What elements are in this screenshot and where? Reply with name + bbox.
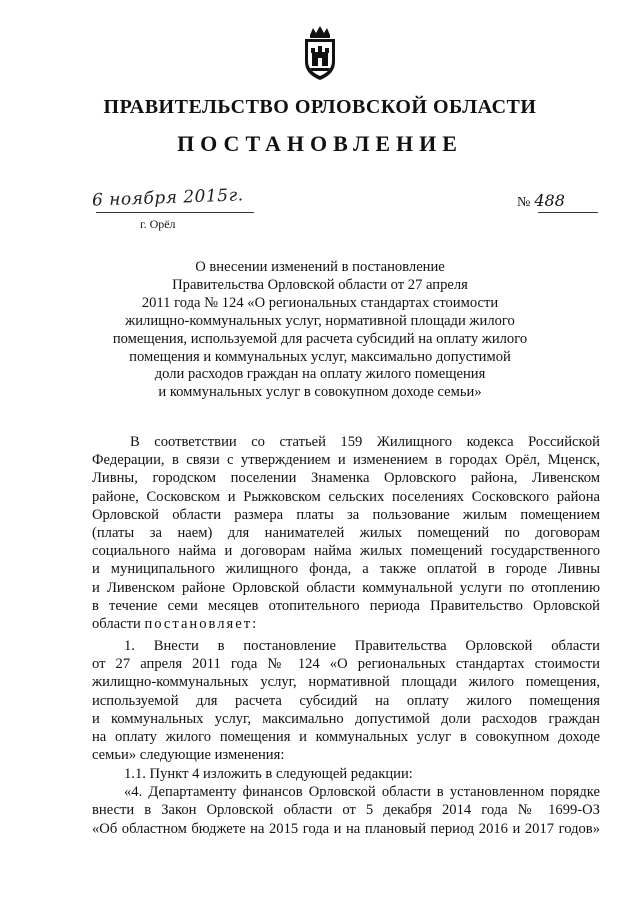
paragraph-line: жилищно-коммунальных услуг, нормативной площади жилого помещения,: [92, 674, 600, 691]
paragraph-line: районе, Сосковском и Рыжковском сельских поселениях Сосковского района: [92, 488, 600, 505]
number-underline: [538, 212, 598, 213]
handwritten-date: 6 ноября 2015г.: [91, 185, 244, 211]
preamble-paragraph: [92, 433, 600, 633]
document-kind-title: ПОСТАНОВЛЕНИЕ: [177, 131, 463, 156]
paragraph-line: (платы за наем) для нанимателей жилых помещений по договорам: [92, 525, 600, 542]
paragraph-line: «4. Департаменту финансов Орловской области в установленном порядке: [124, 784, 600, 801]
resolves-prefix: области: [92, 616, 145, 633]
paragraph-line: социального найма и договорам найма жилых помещений государственного: [92, 543, 600, 560]
document-subject: [100, 259, 540, 402]
subject-line: Правительства Орловской области от 27 апреля: [172, 276, 468, 293]
paragraph-line: и Ливенском районе Орловской области коммунальной услуги по отоплению: [92, 579, 600, 596]
paragraph-line: и коммунальных услуг, максимально допустимой доли расходов граждан: [92, 710, 600, 727]
paragraph-line: на оплату жилого помещения и коммунальных услуг в совокупном доходе: [92, 729, 600, 746]
organization-title: ПРАВИТЕЛЬСТВО ОРЛОВСКОЙ ОБЛАСТИ: [103, 96, 537, 118]
subject-line: жилищно-коммунальных услуг, нормативной площади жилого: [125, 312, 515, 329]
paragraph-line: Ливны, городском поселении Знаменка Орловского района, Ливенском: [92, 470, 600, 487]
paragraph-line: 1.1. Пункт 4 изложить в следующей редакции:: [124, 766, 413, 782]
paragraph-line: В соответствии со статьей 159 Жилищного кодекса Российской: [130, 434, 600, 450]
paragraph-line: в течение семи месяцев отопительного периода Правительство Орловской: [92, 597, 600, 614]
city-label: г. Орёл: [140, 217, 176, 231]
number-sign: №: [517, 195, 531, 210]
item-1-1-paragraph: [92, 765, 600, 838]
paragraph-line: от 27 апреля 2011 года № 124 «О региональных стандартах стоимости: [92, 656, 600, 673]
subject-line: помещения, используемой для расчета субсидий на оплату жилого: [112, 330, 528, 347]
paragraph-line: семьи» следующие изменения:: [92, 747, 285, 764]
subject-line: и коммунальных услуг в совокупном доходе семьи»: [158, 384, 482, 401]
paragraph-line: Орловской области размера платы за пользование жилым помещением: [92, 506, 600, 523]
date-underline: [96, 212, 254, 213]
handwritten-number: 488: [534, 191, 565, 210]
item-1-paragraph: [92, 637, 600, 764]
subject-line: 2011 года № 124 «О региональных стандартах стоимости: [141, 294, 499, 311]
paragraph-line: Федерации, в связи с утверждением и изменением в городах Орёл, Мценск,: [92, 452, 600, 469]
paragraph-line-last: [92, 615, 600, 633]
subject-line: помещения и коммунальных услуг, максимально допустимой: [129, 348, 511, 365]
subject-line: доли расходов граждан на оплату жилого помещения: [154, 366, 486, 383]
paragraph-line: 1. Внести в постановление Правительства Орловской области: [124, 638, 600, 654]
paragraph-line: используемой для расчета субсидий на оплату жилого помещения: [92, 692, 600, 709]
subject-line: О внесении изменений в постановление: [195, 259, 445, 275]
coat-of-arms-emblem: [300, 26, 340, 82]
resolves-word: постановляет:: [144, 616, 259, 633]
paragraph-line: внести в Закон Орловской области от 5 декабря 2014 года № 1699-ОЗ: [92, 802, 600, 819]
document-number: [517, 191, 565, 211]
paragraph-line: и муниципального жилищного фонда, а также оплатой в городе Ливны: [92, 561, 600, 578]
paragraph-line: «Об областном бюджете на 2015 года и на плановый период 2016 и 2017 годов»: [92, 820, 600, 837]
